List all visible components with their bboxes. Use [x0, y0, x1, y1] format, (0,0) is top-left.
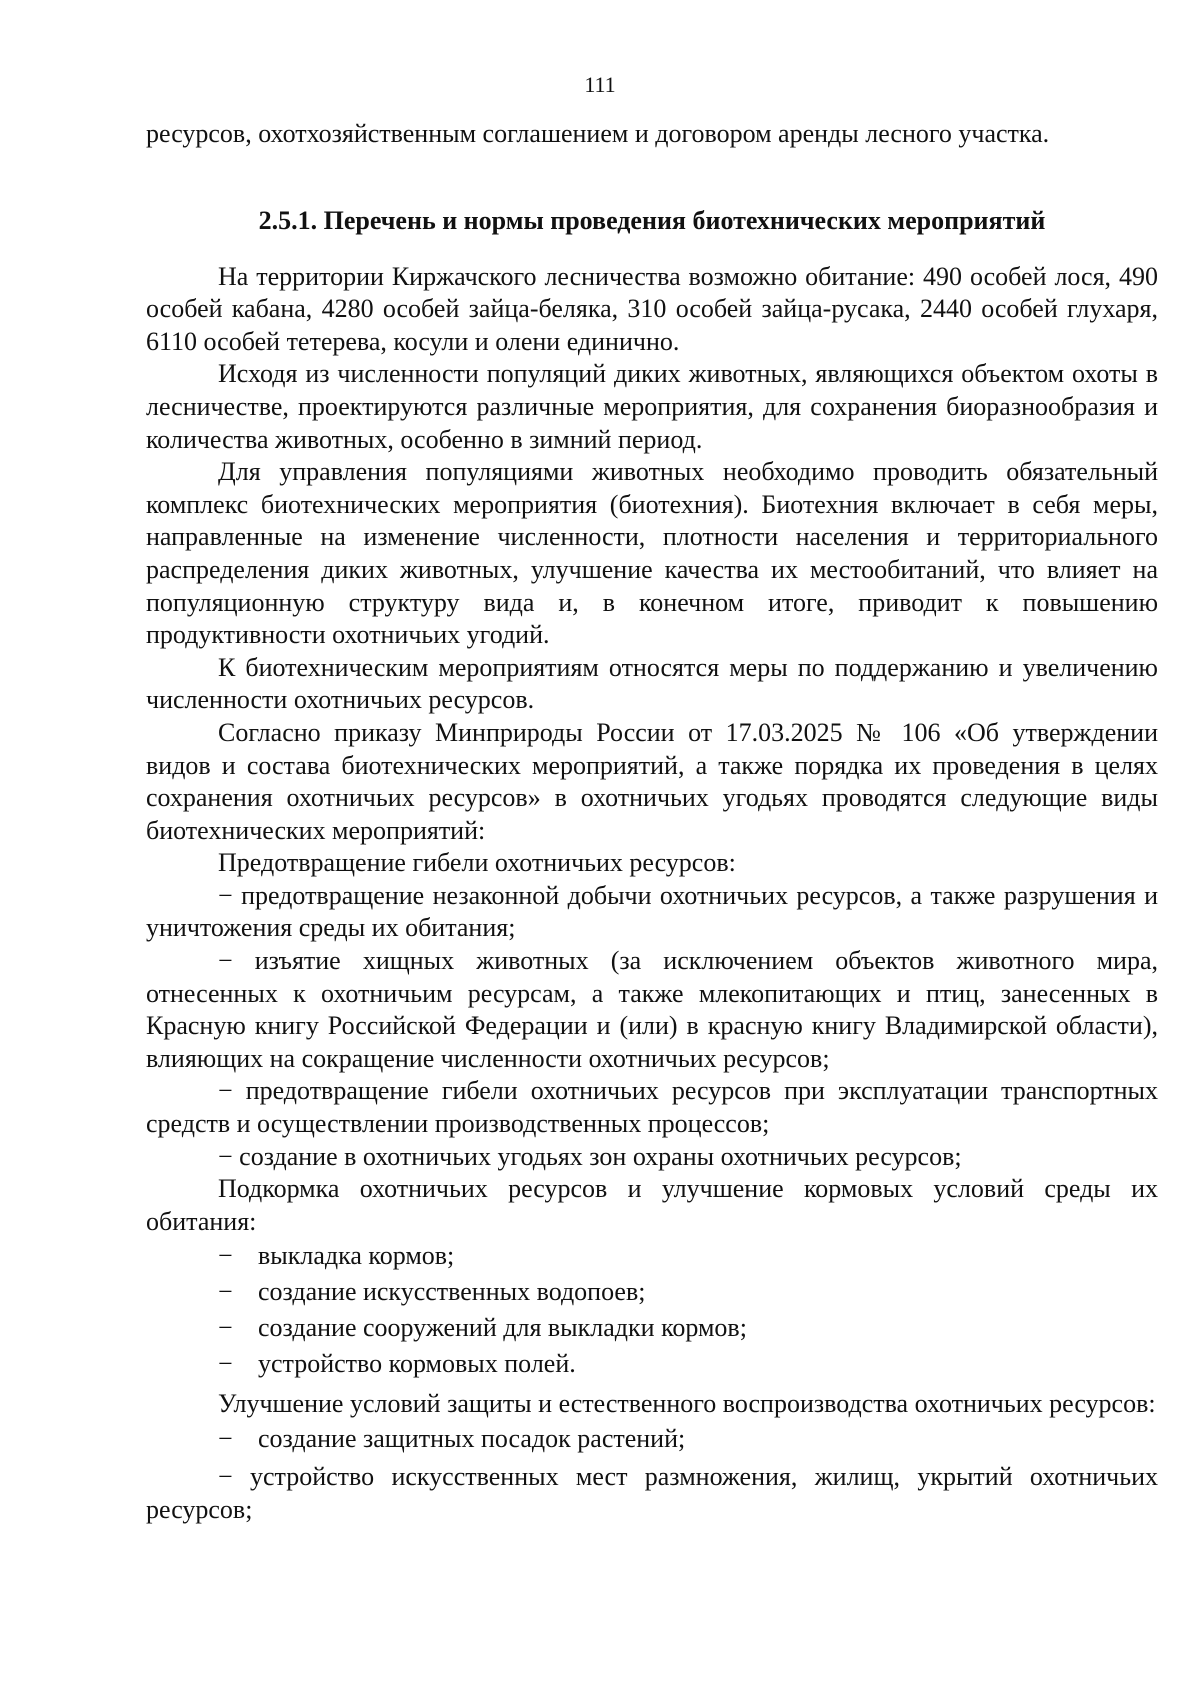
list-item-text: создание защитных посадок растений; — [258, 1424, 686, 1453]
dash-marker: − — [218, 1424, 233, 1453]
list-item-text: создание сооружений для выкладки кормов; — [258, 1313, 747, 1343]
lead-line: ресурсов, охотхозяйственным соглашением и договором аренды лесного участка. — [146, 119, 1050, 148]
section-heading: 2.5.1. Перечень и нормы проведения биотехнических мероприятий — [258, 205, 1046, 235]
list-item: − изъятие хищных животных (за исключением объектов животного мира, отнесенных к охотничьим ресурсам, а также млекопитающих и птиц, занесенных в Красную книгу Российской Федерации и (или) в красную книгу Владимирской области), влияющих на сокращение численности охотничьих ресурсов; — [146, 946, 1158, 1073]
list-item-text: создание искусственных водопоев; — [258, 1277, 646, 1307]
paragraph-order: Согласно приказу Минприроды России от 17.03.2025 № 106 «Об утверждении видов и состава биотехнических мероприятий, а также порядка их проведения в целях сохранения охотничьих ресурсов» в охотничьих угодьях проводятся следующие виды биотехнических мероприятий: — [146, 717, 1158, 845]
dash-marker: − — [218, 1313, 233, 1343]
list-item — [146, 1310, 1158, 1346]
list-item: − создание в охотничьих угодьях зон охраны охотничьих ресурсов; — [218, 1141, 962, 1171]
page-content — [146, 118, 1158, 1526]
list-item: − устройство искусственных мест размножения, жилищ, укрытий охотничьих ресурсов; — [146, 1462, 1158, 1524]
list-item: − предотвращение гибели охотничьих ресурсов при эксплуатации транспортных средств и осуществлении производственных процессов; — [146, 1076, 1158, 1139]
dash-marker: − — [218, 1277, 233, 1307]
list-item — [146, 1238, 1158, 1274]
paragraph-habitat: На территории Киржачского лесничества возможно обитание: 490 особей лося, 490 особей кабана, 4280 особей зайца-беляка, 310 особей зайца-русака, 2440 особей глухаря, 6110 особей тетерева, косули и олени единично. — [146, 261, 1158, 356]
paragraph-biotechnics: Для управления популяциями животных необходимо проводить обязательный комплекс биотехнических мероприятия (биотехния). Биотехния включает в себя меры, направленные на изменение численности, плотности населения и территориального распределения диких животных, улучшение качества их местообитаний, что влияет на популяционную структуру вида и, в конечном итоге, приводит к повышению продуктивности охотничьих угодий. — [146, 457, 1158, 650]
list-item-text: выкладка кормов; — [258, 1241, 455, 1271]
list-item — [146, 1274, 1158, 1310]
list-item — [146, 1421, 1158, 1457]
group-title-protection: Улучшение условий защиты и естественного воспроизводства охотничьих ресурсов: — [218, 1389, 1156, 1419]
group-title-prevention: Предотвращение гибели охотничьих ресурсов: — [218, 848, 736, 878]
list-item-text: устройство кормовых полей. — [258, 1349, 576, 1379]
list-item: − предотвращение незаконной добычи охотничьих ресурсов, а также разрушения и уничтожения среды их обитания; — [146, 880, 1158, 943]
dash-marker: − — [218, 1241, 233, 1271]
dash-marker: − — [218, 1349, 233, 1379]
list-item — [146, 1346, 1158, 1382]
paragraph-populations: Исходя из численности популяций диких животных, являющихся объектом охоты в лесничестве, проектируются различные мероприятия, для сохранения биоразнообразия и количества животных, особенно в зимний период. — [146, 359, 1158, 454]
group-title-feeding: Подкормка охотничьих ресурсов и улучшение кормовых условий среды их обитания: — [146, 1174, 1158, 1236]
page-number: 111 — [584, 72, 616, 97]
feeding-list — [146, 1238, 1158, 1382]
protection-list — [146, 1421, 1158, 1457]
paragraph-measures: К биотехническим мероприятиям относятся меры по поддержанию и увеличению численности охотничьих ресурсов. — [146, 652, 1158, 715]
